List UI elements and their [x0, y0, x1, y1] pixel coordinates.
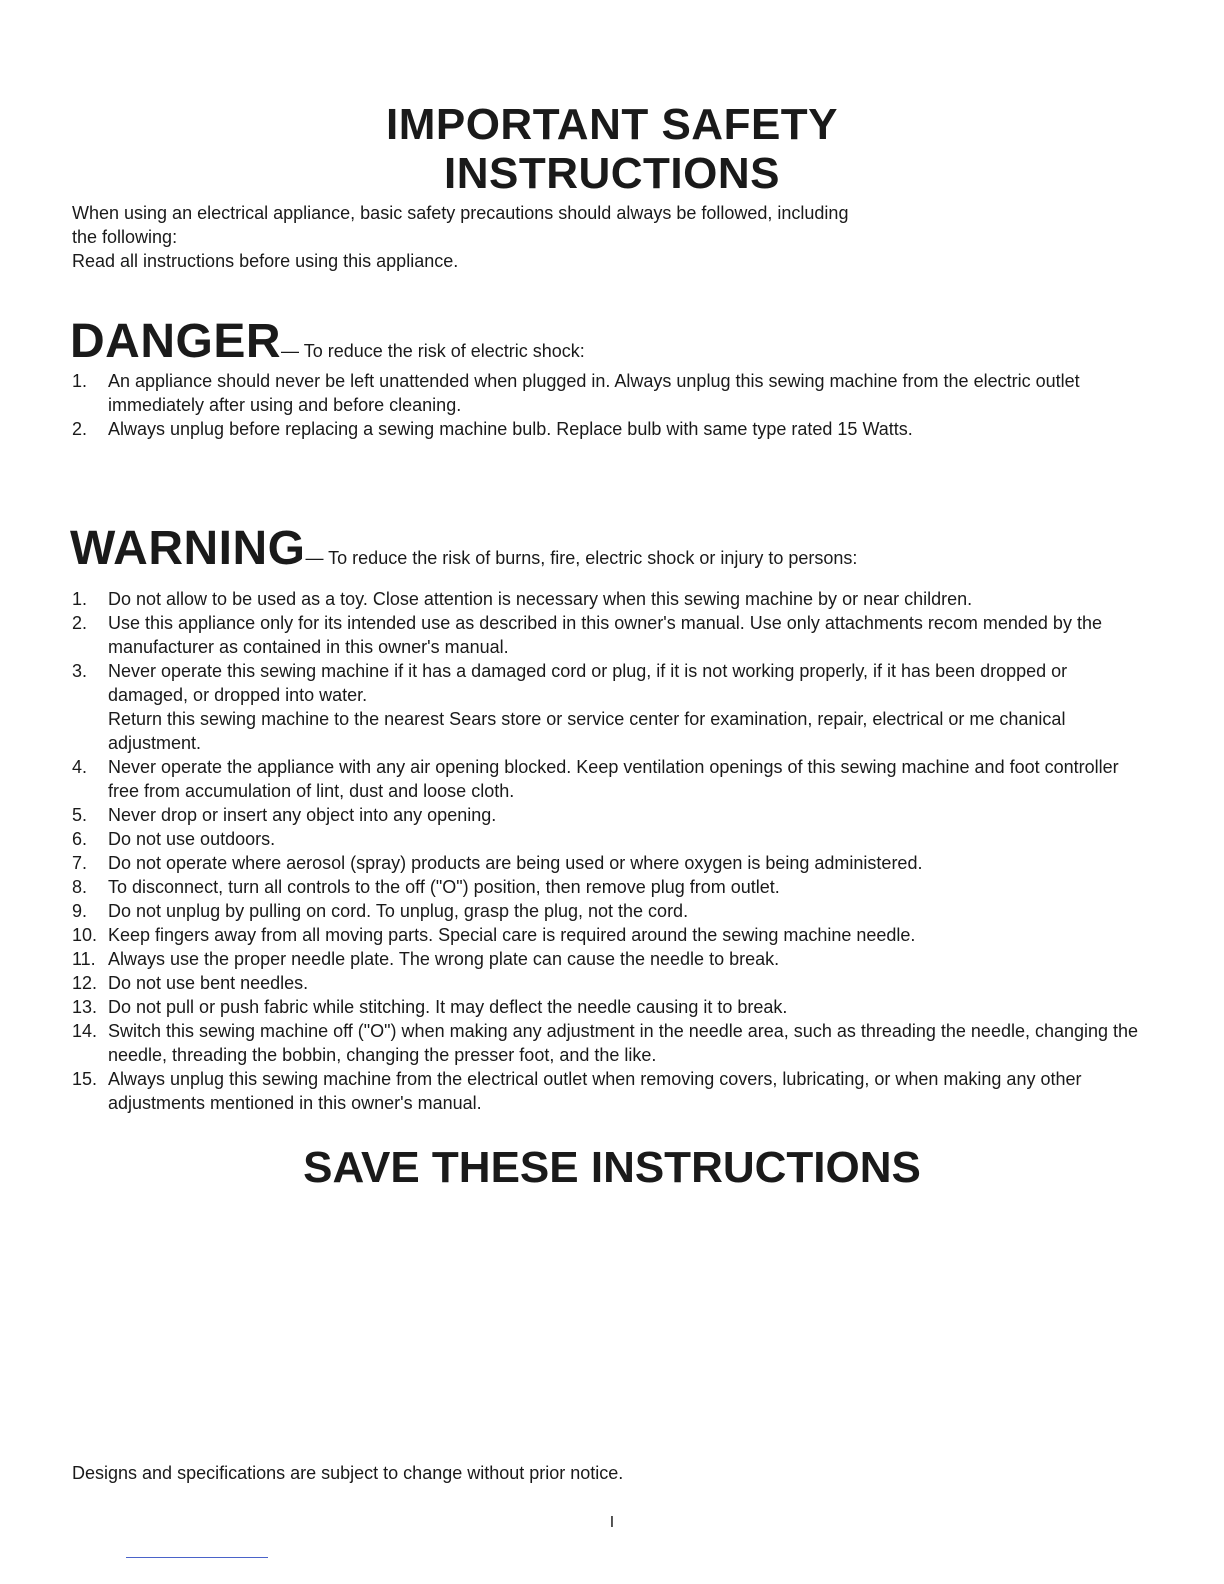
warning-heading-word: WARNING	[70, 522, 306, 575]
list-item-text: Do not unplug by pulling on cord. To unplug, grasp the plug, not the cord.	[108, 901, 689, 921]
list-item-text: To disconnect, turn all controls to the off ("O") position, then remove plug from outlet.	[108, 877, 780, 897]
list-item-text: Never drop or insert any object into any opening.	[108, 805, 497, 825]
list-item-text: Do not use outdoors.	[108, 829, 276, 849]
list-item-text: Never operate the appliance with any air opening blocked. Keep ventilation openings of this sewing machine and foot controller free from accumulation of lint, dust and loose cloth.	[108, 757, 1119, 801]
page-title-line-1: IMPORTANT SAFETY	[385, 100, 839, 149]
list-item-number: 14.	[72, 1021, 98, 1041]
list-item	[72, 417, 948, 441]
list-item-number: 11.	[72, 949, 96, 969]
list-item	[72, 851, 1142, 875]
list-item	[72, 587, 1142, 611]
list-item	[72, 1067, 1142, 1115]
warning-list	[72, 587, 1142, 1115]
list-item-text: Do not operate where aerosol (spray) products are being used or where oxygen is being administered.	[108, 853, 923, 873]
list-item-number: 8.	[72, 877, 88, 897]
danger-list	[72, 369, 1142, 441]
list-item-text-continued: Return this sewing machine to the nearest Sears store or service center for examination, repair, electrical or me chanical adjustment.	[108, 709, 1066, 753]
list-item-number: 2.	[72, 419, 88, 439]
list-item	[72, 611, 1142, 659]
list-item-number: 12.	[72, 973, 98, 993]
list-item	[72, 827, 1142, 851]
list-item-number: 3.	[72, 661, 88, 681]
intro-line-1: When using an electrical appliance, basic safety precautions should always be followed, including	[72, 203, 849, 223]
list-item	[72, 923, 1142, 947]
list-item-text: Use this appliance only for its intended use as described in this owner's manual. Use only attachments recom mended by the manufacturer as contained in this owner's manual.	[108, 613, 1102, 657]
warning-heading-description: — To reduce the risk of burns, fire, electric shock or injury to persons:	[305, 548, 858, 568]
list-item-text: Always unplug this sewing machine from the electrical outlet when removing covers, lubricating, or when making any other adjustments mentioned in this owner's manual.	[108, 1069, 1082, 1113]
list-item-number: 1.	[72, 371, 88, 391]
list-item	[72, 971, 1142, 995]
page-number: I	[609, 1514, 615, 1531]
list-item-number: 10.	[72, 925, 98, 945]
intro-line-3: Read all instructions before using this appliance.	[72, 251, 459, 271]
list-item-text: Do not allow to be used as a toy. Close attention is necessary when this sewing machine by or near children.	[108, 589, 973, 609]
list-item-number: 9.	[72, 901, 88, 921]
list-item-number: 5.	[72, 805, 88, 825]
list-item	[72, 659, 1142, 755]
list-item-text: An appliance should never be left unattended when plugged in. Always unplug this sewing machine from the electric outlet immediately after using and before cleaning.	[108, 371, 1080, 415]
list-item	[72, 947, 1142, 971]
list-item-text: Keep fingers away from all moving parts. Special care is required around the sewing machine needle.	[108, 925, 916, 945]
warning-heading	[70, 521, 1170, 576]
list-item-number: 7.	[72, 853, 88, 873]
intro-paragraph	[72, 201, 1152, 273]
list-item-text: Do not pull or push fabric while stitching. It may deflect the needle causing it to break.	[108, 997, 788, 1017]
list-item	[72, 1019, 1142, 1067]
danger-heading	[70, 314, 1170, 369]
save-instructions-title: SAVE THESE INSTRUCTIONS	[303, 1143, 921, 1192]
list-item-text: Switch this sewing machine off ("O") when making any adjustment in the needle area, such as threading the needle, changing the needle, threading the bobbin, changing the presser foot, and the like.	[108, 1021, 1139, 1065]
intro-line-2: the following:	[72, 227, 178, 247]
list-item	[72, 755, 1142, 803]
danger-heading-word: DANGER	[70, 315, 282, 368]
footer-note: Designs and specifications are subject to change without prior notice.	[72, 1463, 624, 1483]
list-item-number: 13.	[72, 997, 98, 1017]
list-item-number: 15.	[72, 1069, 98, 1089]
list-item	[72, 803, 1142, 827]
list-item-number: 6.	[72, 829, 88, 849]
page-title-line-2: INSTRUCTIONS	[444, 149, 780, 198]
list-item-text: Do not use bent needles.	[108, 973, 309, 993]
footer-rule	[126, 1557, 268, 1558]
list-item-number: 4.	[72, 757, 88, 777]
list-item	[72, 899, 1142, 923]
danger-heading-description: — To reduce the risk of electric shock:	[281, 341, 585, 361]
list-item	[72, 875, 1142, 899]
list-item-number: 2.	[72, 613, 88, 633]
list-item-number: 1.	[72, 589, 88, 609]
list-item-text: Never operate this sewing machine if it has a damaged cord or plug, if it is not working properly, if it has been dropped or damaged, or dropped into water.	[108, 661, 1068, 705]
list-item-text: Always unplug before replacing a sewing machine bulb. Replace bulb with same type rated 15 Watts.	[108, 419, 913, 439]
list-item	[72, 369, 1142, 417]
list-item	[72, 995, 1142, 1019]
list-item-text: Always use the proper needle plate. The wrong plate can cause the needle to break.	[108, 949, 780, 969]
